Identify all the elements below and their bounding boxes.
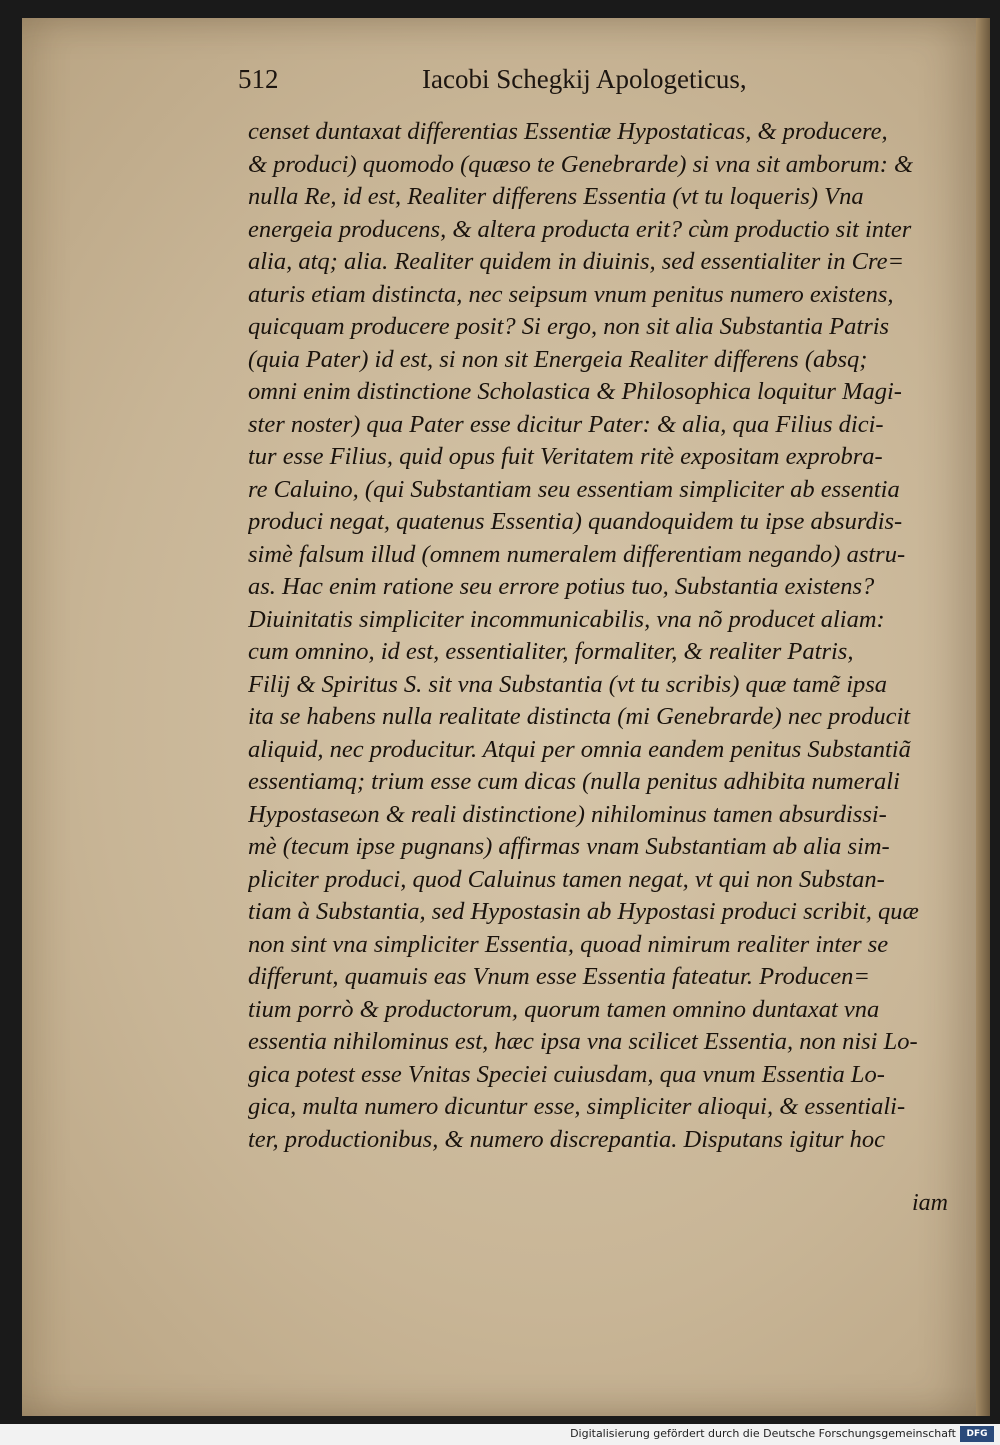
page-number: 512 bbox=[238, 64, 279, 94]
text-line: essentia nihilominus est, hæc ipsa vna scilicet Essentia, non nisi Lo- bbox=[248, 1028, 918, 1055]
catchword: iam bbox=[912, 1190, 948, 1216]
text-line: essentiamq; trium esse cum dicas (nulla penitus adhibita numerali bbox=[248, 768, 900, 795]
text-line: gica potest esse Vnitas Speciei cuiusdam, qua vnum Essentia Lo- bbox=[248, 1060, 885, 1088]
text-line: cum omnino, id est, essentialiter, formaliter, & realiter Patris, bbox=[248, 638, 854, 665]
text-line: censet duntaxat differentias Essentiæ Hypostaticas, & producere, bbox=[248, 118, 888, 145]
text-line: produci negat, quatenus Essentia) quandoquidem tu ipse absurdis- bbox=[248, 508, 903, 535]
text-line: tium porrò & productorum, quorum tamen omnino duntaxat vna bbox=[248, 995, 880, 1023]
text-line: gica, multa numero dicuntur esse, simpliciter alioqui, & essentiali- bbox=[248, 1093, 906, 1120]
page-header bbox=[238, 64, 798, 100]
text-line: tur esse Filius, quid opus fuit Veritatem ritè expositam exprobra- bbox=[248, 443, 883, 470]
text-line: ster noster) qua Pater esse dicitur Pater: & alia, qua Filius dici- bbox=[248, 410, 884, 438]
text-line: quicquam producere posit? Si ergo, non sit alia Substantia Patris bbox=[248, 313, 890, 340]
text-line: simè falsum illud (omnem numeralem differentiam negando) astru- bbox=[248, 540, 906, 568]
text-line: Diuinitatis simpliciter incommunicabilis, vna nõ producet aliam: bbox=[248, 605, 885, 633]
text-line: omni enim distinctione Scholastica & Philosophica loquitur Magi- bbox=[248, 378, 902, 405]
text-line: differunt, quamuis eas Vnum esse Essentia fateatur. Producen= bbox=[248, 963, 870, 990]
text-line: re Caluino, (qui Substantiam seu essentiam simpliciter ab essentia bbox=[248, 475, 900, 503]
text-line: energeia producens, & altera producta erit? cùm productio sit inter bbox=[248, 215, 912, 243]
text-line: non sint vna simpliciter Essentia, quoad nimirum realiter inter se bbox=[248, 930, 889, 958]
text-line: nulla Re, id est, Realiter differens Essentia (vt tu loqueris) Vna bbox=[248, 183, 864, 210]
text-line: aturis etiam distincta, nec seipsum vnum penitus numero existens, bbox=[248, 280, 894, 308]
running-title: Iacobi Schegkij Apologeticus, bbox=[422, 64, 747, 94]
funding-credit: Digitalisierung gefördert durch die Deutsche Forschungsgemeinschaft bbox=[570, 1427, 956, 1440]
text-line: (quia Pater) id est, si non sit Energeia Realiter differens (absq; bbox=[248, 345, 868, 373]
text-line: mè (tecum ipse pugnans) affirmas vnam Substantiam ab alia sim- bbox=[248, 833, 890, 860]
text-line: ter, productionibus, & numero discrepantia. Disputans igitur hoc bbox=[248, 1125, 885, 1153]
text-line: pliciter produci, quod Caluinus tamen negat, vt qui non Substan- bbox=[248, 865, 885, 893]
text-line: alia, atq; alia. Realiter quidem in diuinis, sed essentialiter in Cre= bbox=[248, 248, 904, 275]
text-line: & produci) quomodo (quæso te Genebrarde) si vna sit amborum: & bbox=[248, 150, 914, 178]
text-line: Filij & Spiritus S. sit vna Substantia (vt tu scribis) quæ tamẽ ipsa bbox=[248, 670, 888, 698]
footer-bar bbox=[0, 1424, 1000, 1445]
text-line: as. Hac enim ratione seu errore potius tuo, Substantia existens? bbox=[248, 573, 875, 600]
text-line: aliquid, nec producitur. Atqui per omnia eandem penitus Substantiã bbox=[248, 735, 911, 763]
text-line: tiam à Substantia, sed Hypostasin ab Hypostasi produci scribit, quæ bbox=[248, 898, 919, 925]
text-line: ita se habens nulla realitate distincta (mi Genebrarde) nec producit bbox=[248, 703, 911, 730]
page-edge bbox=[976, 18, 990, 1416]
body-text bbox=[248, 116, 968, 1156]
dfg-logo: DFG bbox=[960, 1426, 994, 1442]
text-line: Hypostaseωn & reali distinctione) nihilominus tamen absurdissi- bbox=[248, 800, 887, 828]
